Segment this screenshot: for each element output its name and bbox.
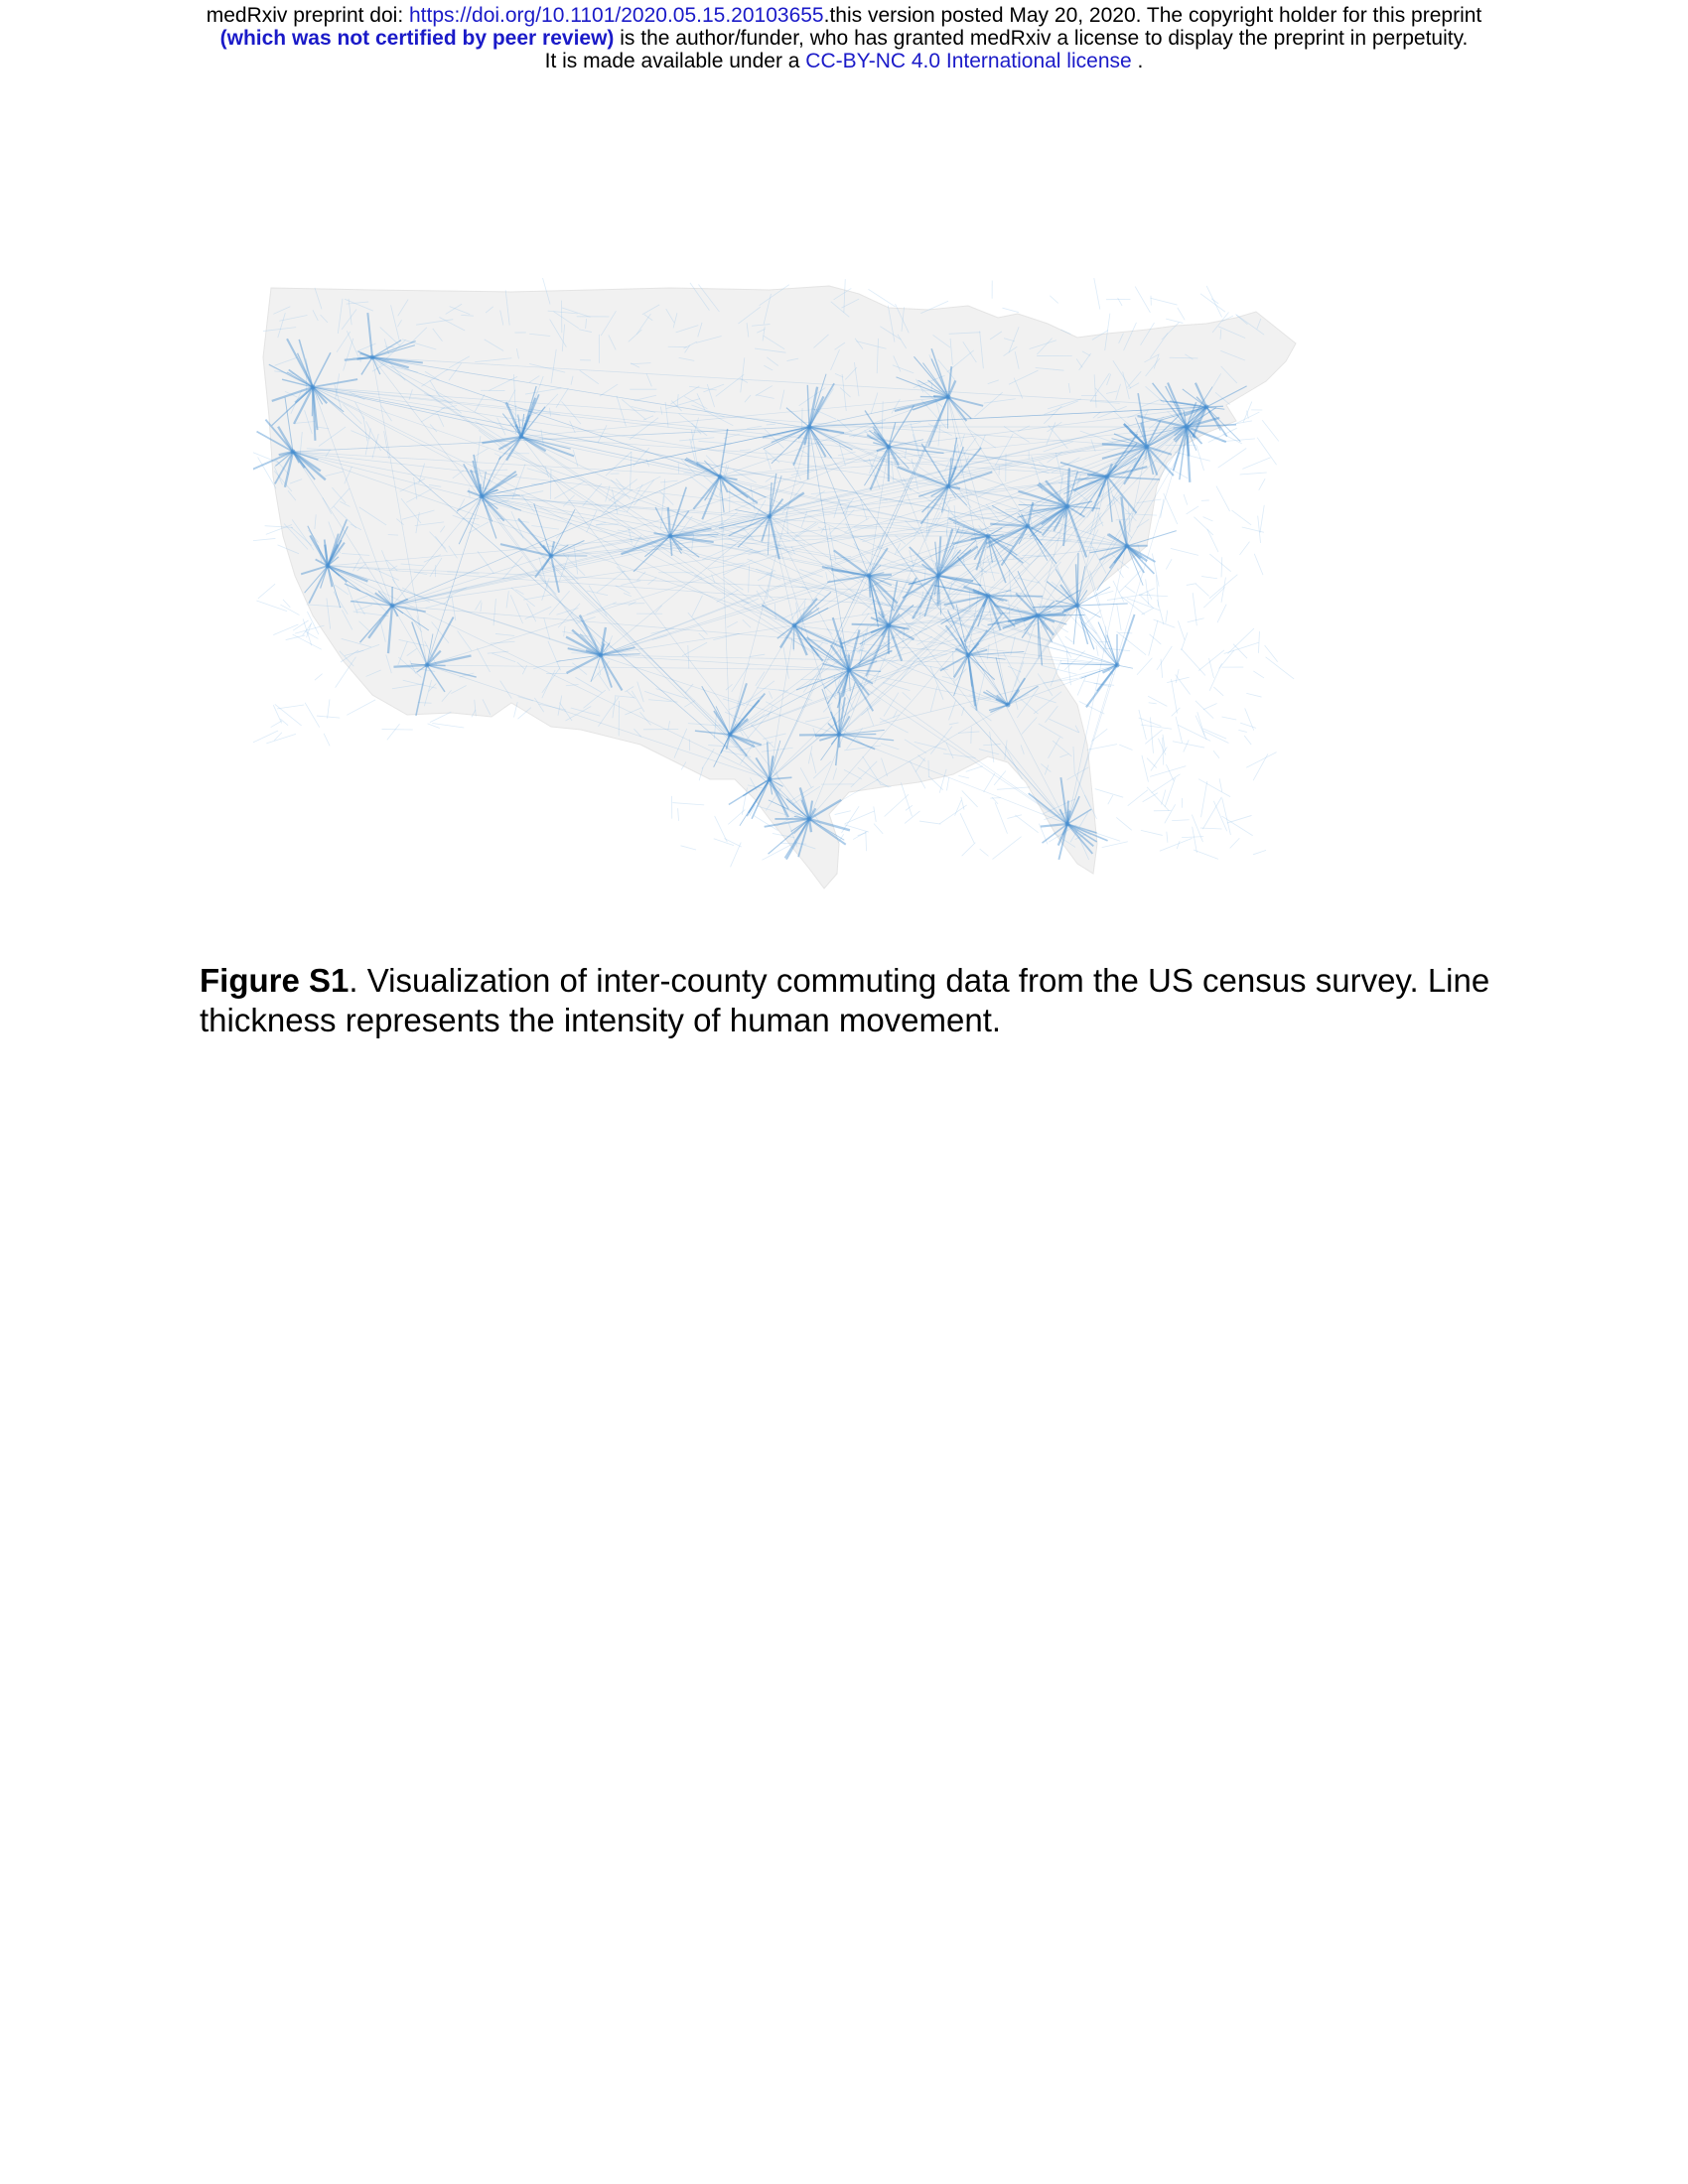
local-flow-line [946, 777, 948, 790]
hub-node [986, 534, 991, 539]
hub-flow-line [1077, 604, 1128, 606]
local-flow-line [1182, 837, 1203, 838]
local-flow-line [1118, 298, 1123, 306]
hub-flow-line [1098, 622, 1117, 665]
hub-node [1006, 703, 1011, 708]
peer-review-notice[interactable]: (which was not certified by peer review) [219, 27, 615, 50]
hub-node [728, 733, 733, 738]
local-flow-line [1139, 710, 1147, 740]
local-flow-line [274, 733, 282, 741]
license-suffix: . [1131, 50, 1144, 72]
local-flow-line [1142, 755, 1149, 782]
local-flow-line [324, 734, 330, 747]
hub-node [1145, 445, 1150, 450]
local-flow-line [1178, 308, 1185, 320]
hub-node [936, 574, 941, 579]
local-flow-line [1230, 838, 1240, 848]
local-flow-line [317, 716, 340, 718]
local-flow-line [1096, 645, 1098, 656]
local-flow-line [958, 775, 969, 777]
local-flow-line [1213, 801, 1226, 831]
hub-node [946, 395, 951, 400]
doi-link[interactable]: https://doi.org/10.1101/2020.05.15.20103655 [408, 4, 824, 27]
local-flow-line [277, 705, 304, 709]
hub-node [1065, 822, 1070, 827]
local-flow-line [1181, 648, 1204, 675]
local-flow-line [1147, 758, 1157, 768]
local-flow-line [1240, 723, 1256, 728]
local-flow-line [1151, 298, 1178, 305]
local-flow-line [1173, 742, 1204, 748]
header-line-2 [0, 27, 1688, 50]
caption-text: . Visualization of inter-county commuting data from the US census survey. Line thickness represents the intensity of human movement. [200, 962, 1490, 1038]
local-flow-line [1141, 830, 1163, 835]
local-flow-line [1166, 764, 1174, 781]
local-flow-line [613, 604, 644, 605]
local-flow-line [1218, 448, 1247, 468]
local-flow-line [885, 794, 909, 816]
hub-node [946, 484, 951, 489]
commuting-map-figure [253, 278, 1445, 923]
local-flow-line [1172, 820, 1189, 821]
local-flow-line [253, 731, 278, 746]
local-flow-line [1137, 658, 1152, 675]
local-flow-line [1200, 828, 1222, 829]
hub-node [291, 450, 296, 455]
hub-node [668, 534, 673, 539]
hub-node [599, 653, 604, 658]
figure-caption [200, 961, 1510, 1040]
hub-node [1185, 425, 1190, 430]
hub-node [549, 554, 554, 559]
local-flow-line [1108, 795, 1113, 804]
hub-node [480, 494, 485, 499]
local-flow-line [1102, 842, 1128, 848]
local-flow-line [1265, 645, 1278, 662]
local-flow-line [1095, 789, 1123, 798]
us-commuting-map [253, 278, 1445, 923]
local-flow-line [1157, 646, 1172, 670]
hub-node [1115, 663, 1120, 668]
hub-node [1125, 544, 1130, 549]
local-flow-line [1158, 600, 1164, 624]
local-flow-line [866, 832, 867, 852]
local-flow-line [962, 843, 976, 856]
local-flow-line [1196, 584, 1208, 596]
local-flow-line [1172, 708, 1181, 716]
hub-node [807, 817, 812, 822]
local-flow-line [1093, 278, 1100, 309]
header-line-1 [0, 4, 1688, 27]
header-version-text: .this version posted May 20, 2020. The copyright holder for this preprint [823, 4, 1482, 27]
local-flow-line [1141, 725, 1172, 729]
local-flow-line [995, 802, 1007, 833]
local-flow-line [1260, 505, 1264, 533]
local-flow-line [1194, 850, 1218, 859]
local-flow-line [939, 805, 966, 824]
local-flow-line [273, 705, 281, 723]
local-flow-line [715, 816, 728, 842]
local-flow-line [1178, 725, 1210, 741]
local-flow-line [874, 806, 876, 821]
local-flow-line [258, 584, 275, 599]
local-flow-line [1193, 827, 1197, 853]
local-flow-line [1243, 402, 1252, 423]
license-link[interactable]: CC-BY-NC 4.0 International license [805, 50, 1132, 72]
local-flow-line [1203, 729, 1227, 739]
hub-node [966, 653, 971, 658]
local-flow-line [1149, 703, 1157, 704]
local-flow-line [1143, 793, 1158, 802]
license-grant-text: is the author/funder, who has granted medRxiv a license to display the preprint in perpetuity. [614, 27, 1469, 50]
hub-node [718, 475, 723, 479]
local-flow-line [672, 803, 704, 805]
local-flow-line [1148, 696, 1167, 706]
local-flow-line [1119, 745, 1132, 750]
local-flow-line [1015, 815, 1038, 833]
local-flow-line [680, 846, 696, 850]
hub-node [1036, 614, 1041, 618]
hub-node [768, 514, 773, 519]
local-flow-line [992, 837, 1021, 860]
hub-flow-line [1206, 406, 1223, 407]
local-flow-line [1128, 790, 1148, 806]
hub-node [311, 385, 316, 390]
local-flow-line [1149, 634, 1161, 644]
local-flow-line [1160, 838, 1193, 851]
local-flow-line [266, 734, 296, 744]
local-flow-line [1201, 781, 1207, 817]
hub-node [1026, 524, 1031, 529]
hub-node [326, 564, 331, 569]
local-flow-line [858, 833, 866, 836]
local-flow-line [1166, 611, 1168, 623]
local-flow-line [1171, 548, 1198, 555]
local-flow-line [1065, 636, 1073, 642]
local-flow-line [835, 811, 851, 815]
local-flow-line [253, 538, 275, 541]
local-flow-line [1254, 554, 1263, 575]
hub-node [847, 668, 852, 673]
local-flow-line [1184, 740, 1189, 751]
local-flow-line [1209, 554, 1230, 572]
local-flow-line [1209, 658, 1214, 678]
local-flow-line [1198, 779, 1230, 797]
local-flow-line [271, 721, 282, 727]
header-line-3 [0, 50, 1688, 72]
hub-node [519, 435, 524, 440]
hub-node [390, 604, 395, 609]
local-flow-line [1246, 693, 1261, 697]
local-flow-line [1203, 517, 1213, 521]
local-flow-line [731, 843, 742, 868]
hub-node [370, 355, 375, 360]
local-flow-line [1253, 671, 1264, 678]
hub-node [867, 574, 872, 579]
local-flow-line [1166, 559, 1172, 569]
local-flow-line [980, 849, 989, 856]
local-flow-line [1253, 850, 1266, 854]
license-prefix: It is made available under a [544, 50, 806, 72]
local-flow-line [1176, 717, 1182, 743]
local-flow-line [1242, 458, 1270, 469]
hub-flow-line [852, 624, 889, 625]
local-flow-line [1162, 790, 1166, 805]
local-flow-line [1187, 584, 1196, 586]
local-flow-line [1259, 478, 1265, 490]
local-flow-line [1266, 657, 1295, 679]
local-flow-line [1135, 287, 1150, 313]
local-flow-line [1262, 420, 1279, 441]
local-flow-line [1167, 832, 1168, 843]
local-flow-line [1118, 632, 1132, 633]
local-flow-line [1213, 751, 1219, 757]
local-flow-line [1165, 778, 1175, 807]
local-flow-line [1203, 731, 1228, 743]
local-flow-line [1232, 510, 1252, 525]
local-flow-line [1002, 308, 1018, 312]
local-flow-line [1258, 631, 1259, 653]
hub-node [768, 777, 773, 782]
local-flow-line [1125, 586, 1136, 593]
local-flow-line [1172, 679, 1178, 713]
hub-node [792, 623, 797, 628]
local-flow-line [1257, 438, 1276, 466]
local-flow-line [1228, 628, 1254, 653]
local-flow-line [347, 700, 375, 715]
hub-node [1204, 405, 1209, 410]
hub-node [1065, 504, 1070, 509]
local-flow-line [1221, 816, 1252, 836]
hub-flow-line [839, 734, 876, 735]
hub-node [986, 594, 991, 599]
local-flow-line [1141, 596, 1154, 609]
local-flow-line [315, 674, 323, 681]
local-flow-line [1216, 486, 1230, 511]
local-flow-line [1207, 529, 1218, 552]
local-flow-line [853, 831, 867, 839]
local-flow-line [962, 790, 978, 807]
hub-node [1075, 604, 1080, 609]
local-flow-line [1213, 687, 1223, 696]
local-flow-line [328, 699, 330, 718]
local-flow-line [905, 811, 919, 824]
local-flow-line [1152, 554, 1159, 587]
local-flow-line [1178, 620, 1185, 639]
caption-label: Figure S1 [200, 962, 350, 999]
hub-node [837, 733, 842, 738]
local-flow-line [1201, 577, 1217, 579]
local-flow-line [1117, 604, 1121, 630]
hub-node [425, 663, 430, 668]
local-flow-line [1221, 717, 1236, 720]
local-flow-line [1219, 778, 1222, 791]
hub-node [807, 425, 812, 430]
local-flow-line [1239, 542, 1249, 555]
hub-node [1105, 475, 1110, 479]
local-flow-line [305, 703, 320, 728]
local-flow-line [1238, 730, 1246, 732]
header-prefix: medRxiv preprint doi: [206, 4, 409, 27]
local-flow-line [1166, 319, 1183, 323]
local-flow-line [1221, 557, 1222, 577]
local-flow-line [1206, 286, 1221, 318]
local-flow-line [1163, 738, 1164, 765]
local-flow-line [1007, 815, 1022, 819]
hub-node [887, 445, 892, 450]
local-flow-line [984, 773, 995, 792]
local-flow-line [1217, 605, 1226, 622]
local-flow-line [1200, 294, 1225, 312]
preprint-header [0, 4, 1688, 72]
local-flow-line [1184, 494, 1188, 505]
local-flow-line [1203, 703, 1217, 709]
local-flow-line [1050, 296, 1057, 304]
local-flow-line [1244, 736, 1251, 745]
local-flow-line [1139, 595, 1168, 597]
local-flow-line [960, 813, 974, 843]
local-flow-line [678, 808, 679, 821]
local-flow-line [1253, 753, 1268, 780]
local-flow-line [874, 824, 883, 834]
local-flow-line [742, 788, 747, 815]
local-flow-line [1240, 473, 1267, 475]
local-flow-line [1116, 817, 1131, 830]
local-flow-line [1059, 627, 1068, 632]
local-flow-line [387, 724, 400, 740]
local-flow-line [1187, 506, 1198, 514]
hub-node [887, 623, 892, 628]
local-flow-line [919, 821, 940, 824]
hub-flow-line [947, 397, 948, 429]
local-flow-line [1177, 841, 1180, 849]
local-flow-line [1182, 632, 1188, 650]
